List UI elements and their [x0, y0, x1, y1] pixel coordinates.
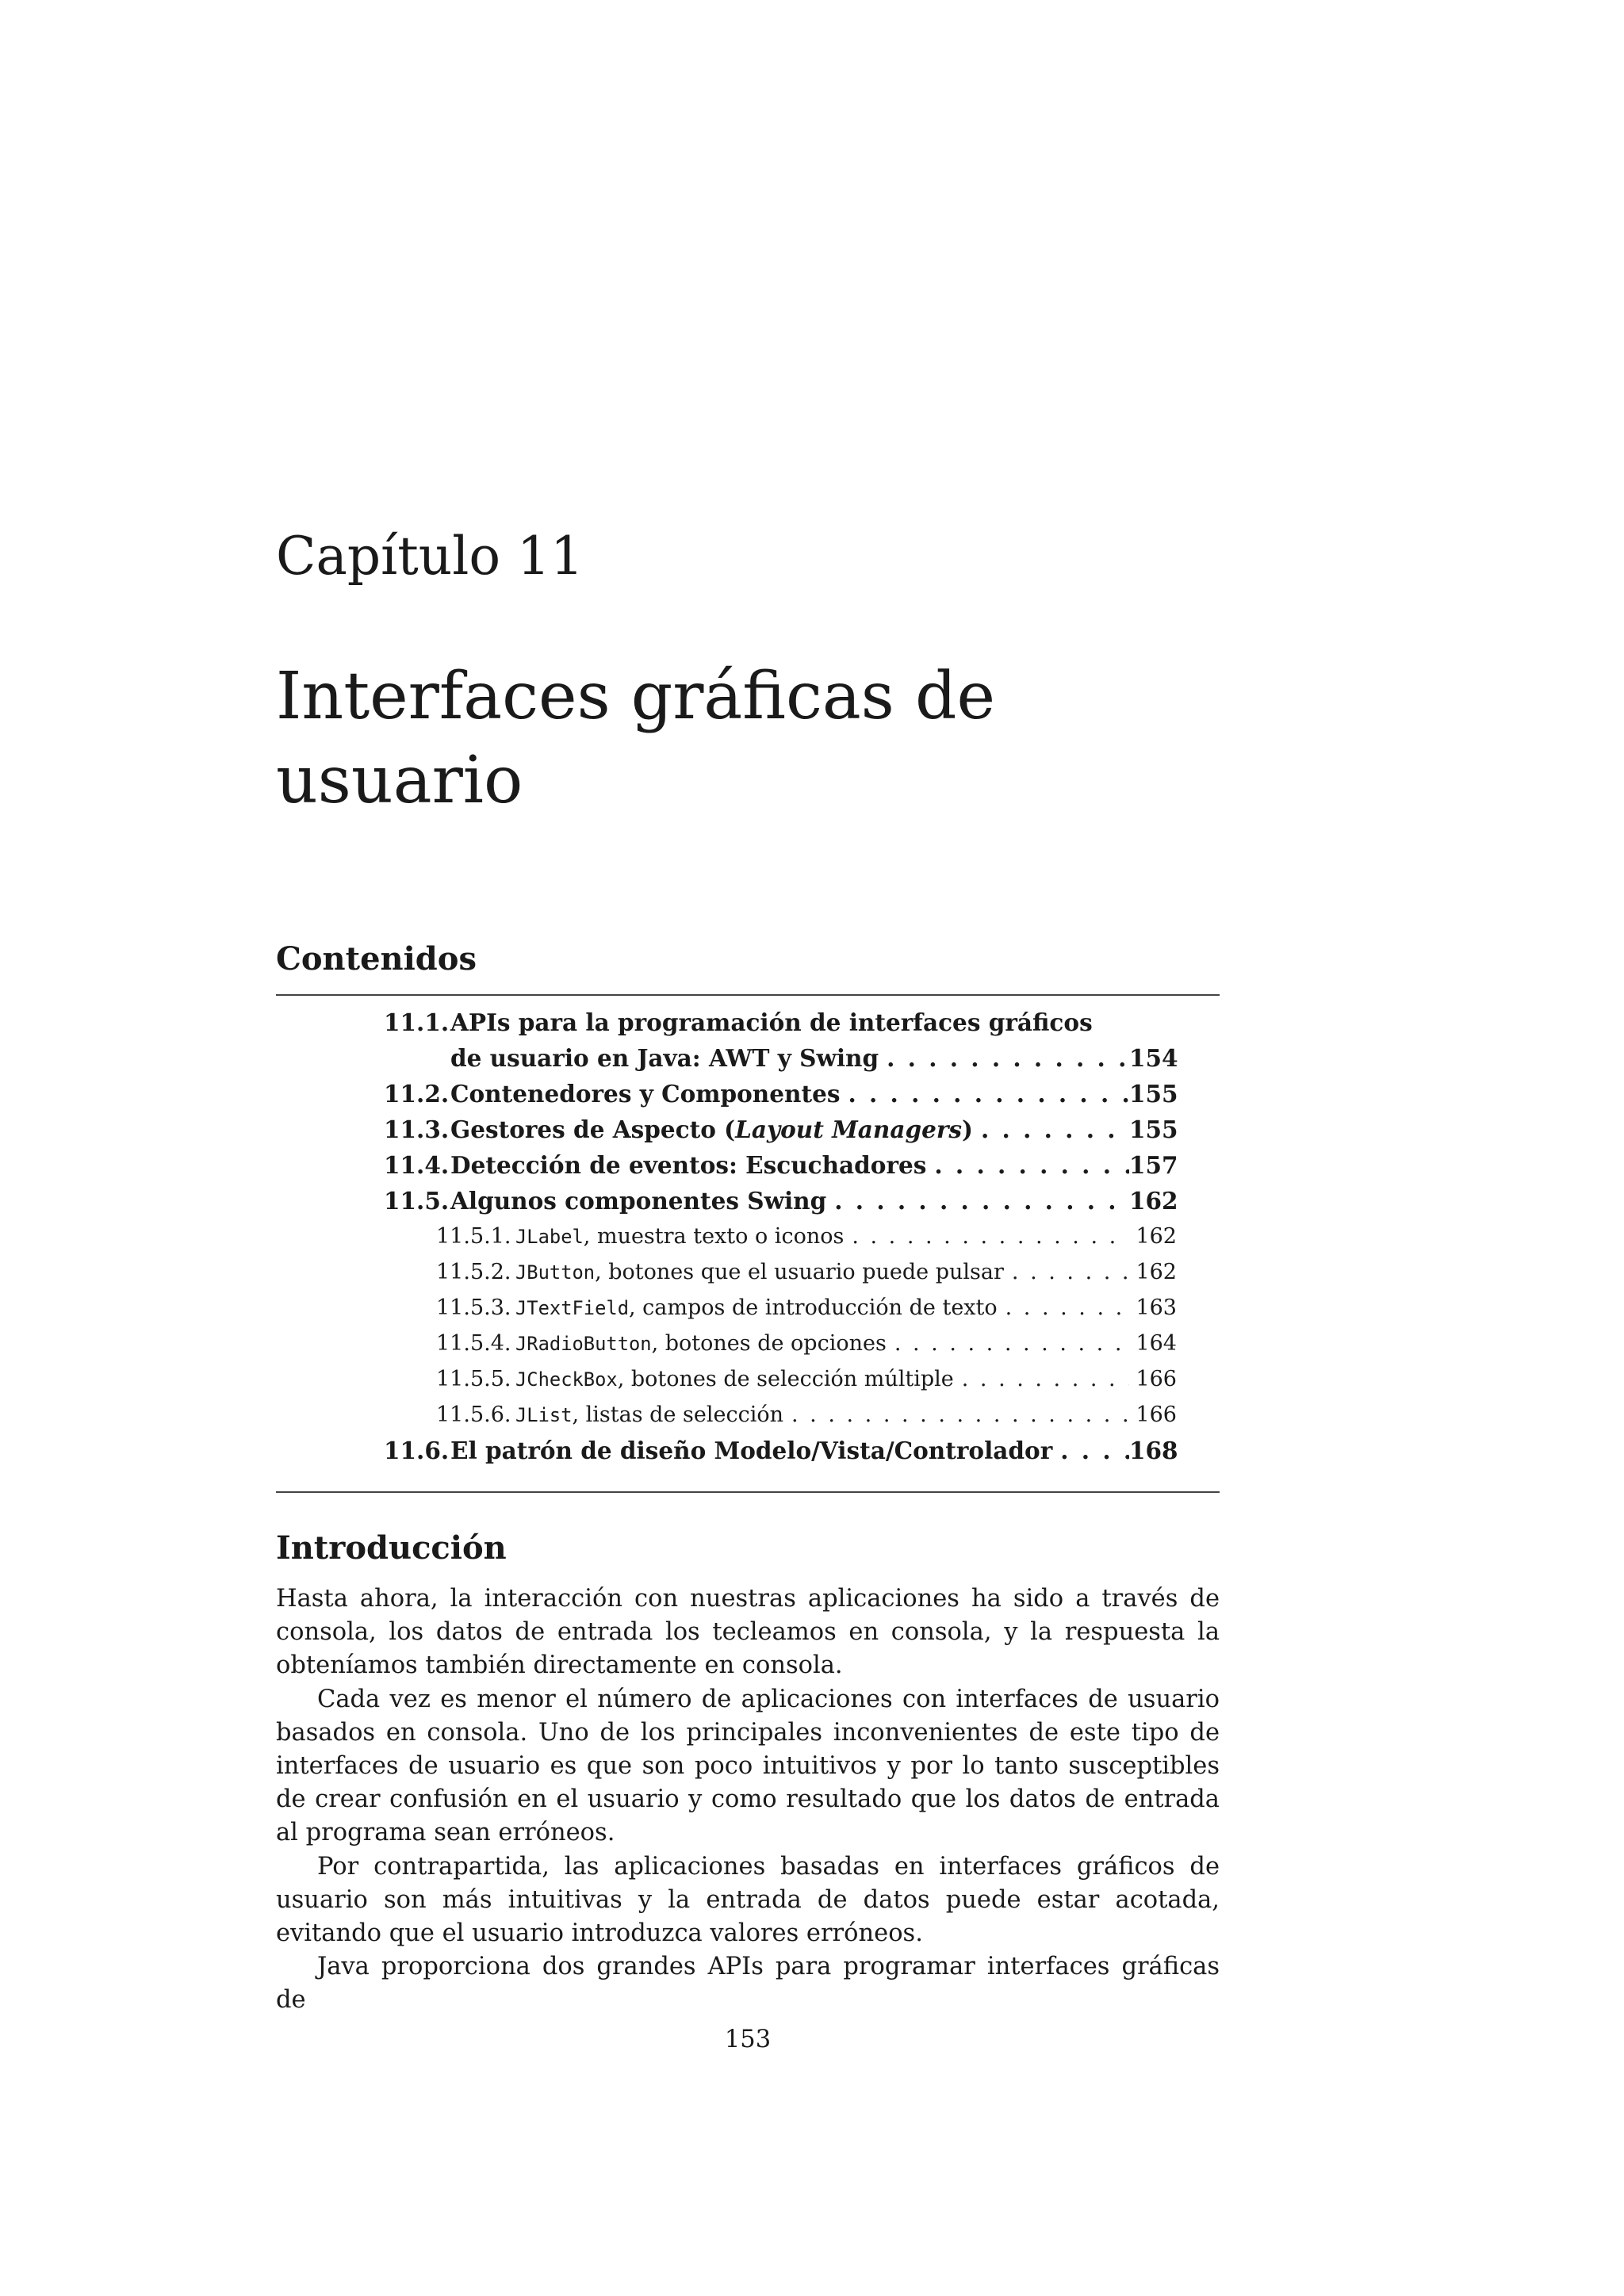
contents-bottom-rule — [276, 1491, 1220, 1493]
toc-entry-code: JTextField — [515, 1297, 629, 1319]
toc-entry-code: JLabel — [515, 1226, 584, 1248]
toc-leader-dots — [879, 1040, 1129, 1076]
toc-subentry[interactable] — [384, 1326, 1177, 1361]
toc-entry-code: JCheckBox — [515, 1368, 618, 1391]
toc-leader-dots — [926, 1147, 1129, 1183]
toc-entry-title — [515, 1361, 954, 1398]
toc-entry-number: 11.1. — [384, 1008, 450, 1036]
toc-entry-title: Detección de eventos: Escuchadores — [450, 1151, 927, 1179]
toc-entry-page: 154 — [1129, 1044, 1178, 1072]
toc-entry-number: 11.5.6. — [436, 1402, 511, 1427]
toc-entry-title: Contenedores y Componentes — [450, 1080, 841, 1108]
toc-entry-page: 164 — [1136, 1331, 1177, 1356]
chapter-label: Capítulo 11 — [276, 526, 584, 587]
toc-leader-dots — [783, 1397, 1129, 1433]
toc-entry-continuation[interactable] — [384, 1040, 1177, 1076]
toc-leader-dots — [998, 1290, 1129, 1326]
toc-leader-dots — [826, 1183, 1129, 1219]
toc-entry[interactable] — [384, 1004, 1177, 1040]
introduction-body — [276, 1582, 1220, 2018]
toc-entry-number: 11.3. — [384, 1115, 450, 1143]
toc-entry-number: 11.5.3. — [436, 1295, 511, 1320]
toc-entry-title — [515, 1219, 844, 1255]
toc-entry-number: 11.5.5. — [436, 1367, 511, 1391]
chapter-title: Interfaces gráficas de usuario — [276, 659, 995, 818]
toc-entry-number: 11.5.1. — [436, 1224, 511, 1249]
toc-subentry[interactable] — [384, 1397, 1177, 1433]
toc-subentry[interactable] — [384, 1361, 1177, 1397]
toc-subentry[interactable] — [384, 1290, 1177, 1326]
toc-entry[interactable] — [384, 1183, 1177, 1219]
toc-entry-title-pre: Gestores de Aspecto ( — [450, 1115, 736, 1143]
contents-heading: Contenidos — [276, 940, 477, 978]
toc-entry-title: Algunos componentes Swing — [450, 1187, 827, 1215]
toc-leader-dots — [887, 1326, 1129, 1361]
toc-entry-text: , campos de introducción de texto — [629, 1295, 998, 1320]
toc-leader-dots — [973, 1112, 1129, 1147]
toc-subentry[interactable] — [384, 1219, 1177, 1254]
toc-entry-page: 168 — [1129, 1437, 1178, 1464]
toc-entry-title — [450, 1112, 973, 1147]
toc-entry-number: 11.5. — [384, 1187, 450, 1215]
toc-entry-page: 162 — [1136, 1224, 1177, 1249]
toc-entry-text: , botones de selección múltiple — [617, 1367, 954, 1391]
toc-entry[interactable] — [384, 1112, 1177, 1147]
toc-leader-dots — [844, 1219, 1129, 1254]
introduction-heading: Introducción — [276, 1529, 507, 1567]
toc-entry[interactable] — [384, 1433, 1177, 1468]
toc-entry[interactable] — [384, 1076, 1177, 1112]
toc-entry-number: 11.2. — [384, 1080, 450, 1108]
toc-entry-page: 157 — [1129, 1151, 1178, 1179]
toc-entry-page: 162 — [1129, 1187, 1178, 1215]
toc-entry-title: de usuario en Java: AWT y Swing — [450, 1044, 879, 1072]
toc-entry-title — [515, 1254, 1004, 1291]
toc-leader-dots — [840, 1076, 1129, 1112]
toc-entry-page: 166 — [1136, 1367, 1177, 1391]
toc-entry-code: JRadioButton — [515, 1333, 652, 1355]
toc-entry-title-post: ) — [962, 1115, 973, 1143]
toc-entry-page: 163 — [1136, 1295, 1177, 1320]
toc-entry-page: 166 — [1136, 1402, 1177, 1427]
toc-leader-dots — [954, 1361, 1129, 1397]
toc-leader-dots — [1052, 1433, 1129, 1468]
paragraph: Por contrapartida, las aplicaciones basadas en interfaces gráficos de usuario son más intuitivas y la entrada de datos puede estar acotada, evitando que el usuario introduzca valores erróneos. — [276, 1852, 1220, 1948]
toc-leader-dots — [1004, 1254, 1129, 1290]
toc-entry-title: APIs para la programación de interfaces gráficos — [450, 1008, 1093, 1036]
toc-entry-text: , muestra texto o iconos — [583, 1224, 845, 1249]
contents-top-rule — [276, 994, 1220, 996]
toc-entry-number: 11.5.4. — [436, 1331, 511, 1356]
toc-entry-number: 11.6. — [384, 1437, 450, 1464]
table-of-contents — [384, 1004, 1177, 1468]
document-page — [276, 0, 1220, 2296]
toc-entry-title — [515, 1290, 998, 1326]
toc-entry[interactable] — [384, 1147, 1177, 1183]
toc-entry-title — [515, 1326, 887, 1362]
toc-entry-title — [515, 1397, 783, 1433]
toc-entry-code: JButton — [515, 1261, 596, 1284]
toc-subentry[interactable] — [384, 1254, 1177, 1290]
toc-entry-text: , botones que el usuario puede pulsar — [595, 1260, 1004, 1284]
toc-entry-title-italic: Layout Managers — [735, 1115, 963, 1143]
toc-entry-number: 11.4. — [384, 1151, 450, 1179]
toc-entry-title: El patrón de diseño Modelo/Vista/Controlador — [450, 1437, 1053, 1464]
toc-entry-code: JList — [515, 1404, 573, 1426]
toc-entry-text: , botones de opciones — [651, 1331, 887, 1356]
page-number: 153 — [724, 2026, 772, 2053]
toc-entry-number: 11.5.2. — [436, 1260, 511, 1284]
toc-entry-text: , listas de selección — [572, 1402, 783, 1427]
paragraph: Hasta ahora, la interacción con nuestras aplicaciones ha sido a través de consola, los datos de entrada los tecleamos en consola, y la respuesta la obteníamos también directamente en consola. — [276, 1585, 1220, 1680]
toc-entry-page: 155 — [1129, 1115, 1178, 1143]
toc-entry-page: 162 — [1136, 1260, 1177, 1284]
toc-entry-page: 155 — [1129, 1080, 1178, 1108]
paragraph: Cada vez es menor el número de aplicaciones con interfaces de usuario basados en consola. Uno de los principales inconvenientes de este tipo de interfaces de usuario es que son poco intuitivos y por lo tanto susceptibles de crear confusión en el usuario y como resultado que los datos de entrada al programa sean erróneos. — [276, 1685, 1220, 1847]
paragraph: Java proporciona dos grandes APIs para programar interfaces gráficas de — [276, 1953, 1220, 2015]
